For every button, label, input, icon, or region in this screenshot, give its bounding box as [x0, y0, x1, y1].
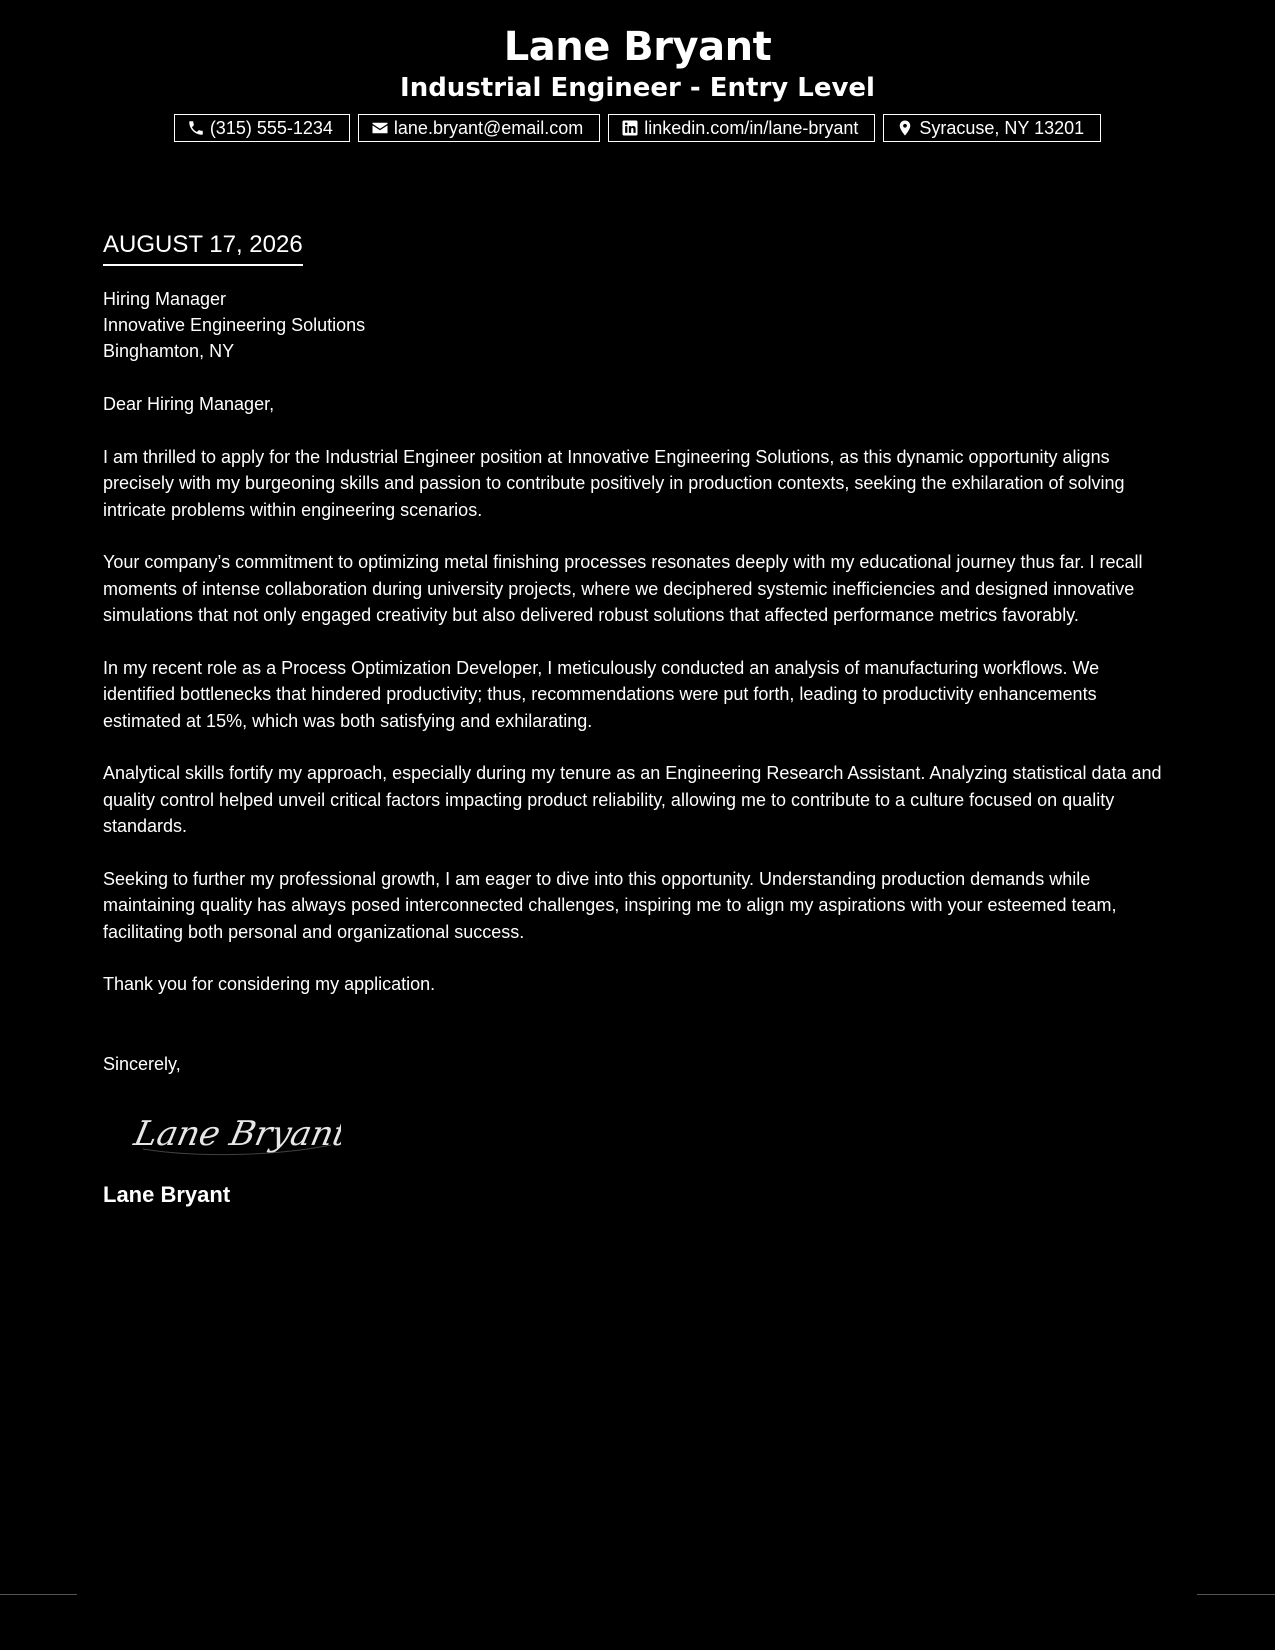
signer-name: Lane Bryant — [103, 1182, 231, 1207]
paragraph: Seeking to further my professional growth, I am eager to dive into this opportunity. Understanding production demands while maintaining quality has always posed interconnected challenges, inspiring me to align my aspirations with your esteemed team, facilitating both personal and organizational success. — [103, 868, 1117, 942]
map-marker-icon — [896, 119, 914, 137]
paragraph: Analytical skills fortify my approach, especially during my tenure as an Engineering Research Assistant. Analyzing statistical data and quality control helped unveil critical factors impacting product reliability, allowing me to contribute to a culture focused on quality standards. — [103, 763, 1162, 836]
signature-script: Lane Bryant — [131, 1114, 341, 1154]
email-text: lane.bryant@email.com — [393, 118, 584, 138]
letter-date: AUGUST 17, 2026 — [103, 228, 303, 266]
recipient-location: Binghamton, NY — [103, 341, 235, 361]
paragraph: I am thrilled to apply for the Industrial Engineer position at Innovative Engineering Solutions, as this dynamic opportunity aligns precisely with my burgeoning skills and passion to contribute positively in production contexts, seeking the exhilaration of solving intricate problems within engineering scenarios. — [103, 446, 1125, 520]
paragraph: In my recent role as a Process Optimization Developer, I meticulously conducted an analysis of manufacturing workflows. We identified bottlenecks that hindered productivity; thus, recommendations were put forth, leading to productivity enhancements estimated at 15%, which was both satisfying and exhilarating. — [103, 657, 1100, 731]
letter-body — [103, 228, 1173, 1210]
recipient-company: Innovative Engineering Solutions — [103, 315, 366, 335]
phone-text: (315) 555-1234 — [209, 118, 333, 138]
phone-icon — [187, 119, 205, 137]
closing: Sincerely, — [103, 1053, 181, 1074]
recipient-role: Hiring Manager — [103, 289, 227, 309]
contact-linkedin[interactable] — [608, 114, 875, 142]
location-text: Syracuse, NY 13201 — [919, 118, 1085, 138]
recipient-block — [103, 286, 1173, 364]
contact-location[interactable] — [883, 114, 1101, 142]
paragraph: Thank you for considering my application. — [103, 974, 436, 994]
envelope-icon — [371, 119, 389, 137]
contact-bar — [0, 114, 1275, 142]
footer-rule-left — [0, 1594, 77, 1595]
signature-image — [131, 1105, 341, 1165]
applicant-title: Industrial Engineer - Entry Level — [400, 73, 875, 103]
contact-email[interactable] — [358, 114, 600, 142]
applicant-name: Lane Bryant — [503, 24, 772, 70]
letter-header — [0, 22, 1275, 142]
paragraph: Your company’s commitment to optimizing metal finishing processes resonates deeply with my educational journey thus far. I recall moments of intense collaboration during university projects, where we deciphered systemic inefficiencies and designed innovative simulations that not only engaged creativity but also delivered robust solutions that affected performance metrics favorably. — [103, 552, 1143, 625]
salutation: Dear Hiring Manager, — [103, 394, 275, 414]
contact-phone[interactable] — [174, 114, 350, 142]
footer-rule-right — [1197, 1594, 1275, 1595]
linkedin-icon — [621, 119, 639, 137]
linkedin-text: linkedin.com/in/lane-bryant — [644, 118, 859, 138]
